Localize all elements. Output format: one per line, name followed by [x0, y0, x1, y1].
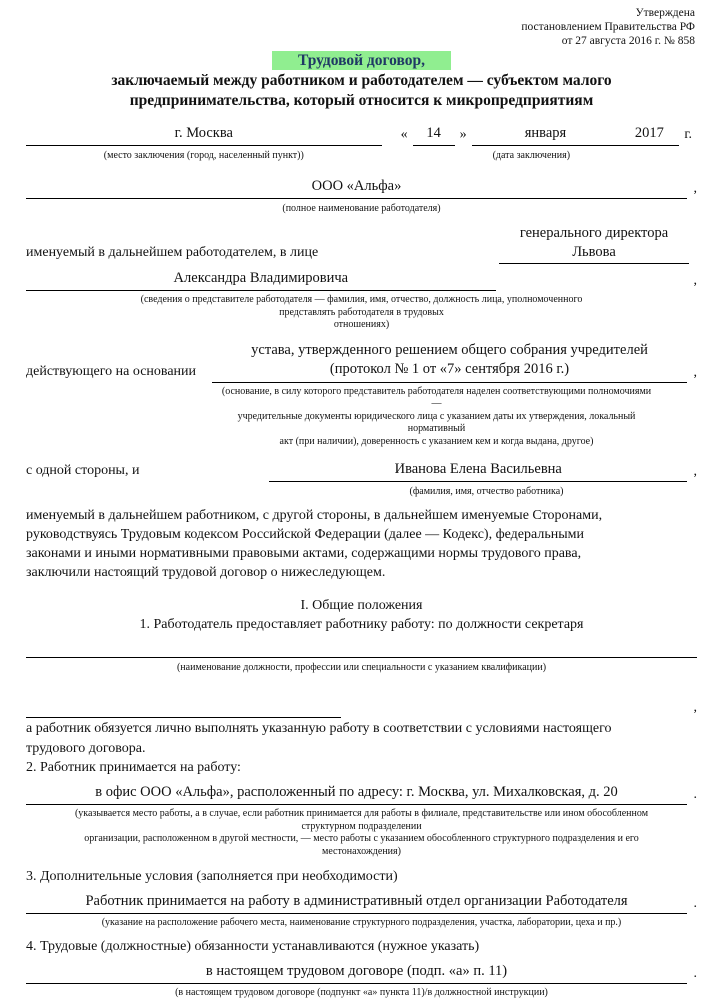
trailing-comma: , — [687, 697, 697, 718]
trailing-comma: , — [687, 178, 697, 199]
date-group — [396, 123, 697, 163]
title-block — [26, 51, 697, 110]
representative-position-field — [499, 224, 689, 264]
duties-caption: (в настоящем трудовом договоре (подпункт «а» пункта 11)/в должностной инструкции) — [26, 987, 697, 999]
open-quote: « — [396, 124, 413, 146]
employee-name-field: Иванова Елена Васильевна — [269, 459, 687, 482]
representative-surname-line: Львова — [499, 243, 689, 262]
clause-1-text: 1. Работодатель предоставляет работнику работу: по должности секретаря — [26, 615, 697, 634]
date-day-field: 14 — [413, 123, 455, 146]
place-caption: (место заключения (город, населенный пункт)) — [26, 150, 382, 163]
clause-3-text: 3. Дополнительные условия (заполняется при необходимости) — [26, 867, 697, 886]
place-date-row — [26, 123, 697, 163]
blank-continuation-line — [26, 699, 341, 718]
duties-field: в настоящем трудовом договоре (подп. «а» п. 11) — [26, 961, 687, 984]
representative-name-field: Александра Владимировича — [26, 268, 496, 291]
trailing-period: . — [687, 784, 697, 805]
employee-caption: (фамилия, имя, отчество работника) — [26, 486, 697, 499]
basis-caption: (основание, в силу которого представитель работодателя наделен соответствующими полномочиями — учредительные документы юридического лица с указанием даты их утверждения, локальный нормативный акт (при наличии), доверенность с указанием кем и когда выдана, другое) — [26, 386, 697, 449]
year-suffix: г. — [679, 124, 697, 146]
place-field: г. Москва — [26, 123, 382, 146]
representative-row — [26, 224, 697, 264]
basis-value-line: (протокол № 1 от «7» сентября 2016 г.) — [212, 360, 687, 380]
contract-subtitle: заключаемый между работником и работодателем — субъектом малого предпринимательства, который относится к микропредприятиям — [102, 71, 622, 110]
representative-caption: (сведения о представителе работодателя — фамилия, имя, отчество, должность лица, уполномоченного представлять работодателя в трудовых отношениях) — [26, 294, 697, 332]
trailing-period: . — [687, 963, 697, 984]
trailing-comma: , — [687, 461, 697, 482]
employer-caption: (полное наименование работодателя) — [26, 203, 697, 216]
trailing-comma: , — [687, 362, 697, 383]
approval-line: постановлением Правительства РФ — [26, 20, 695, 34]
basis-label: действующего на основании — [26, 362, 196, 383]
date-month-field: января — [472, 123, 620, 146]
approval-stamp — [26, 6, 697, 48]
workplace-field: в офис ООО «Альфа», расположенный по адресу: г. Москва, ул. Михалковская, д. 20 — [26, 782, 687, 805]
trailing-period: . — [687, 893, 697, 914]
job-title-blank-line — [26, 634, 697, 658]
date-caption: (дата заключения) — [396, 150, 697, 163]
workplace-row — [26, 782, 697, 805]
employer-row — [26, 176, 697, 199]
clause-4-text: 4. Трудовые (должностные) обязанности устанавливаются (нужное указать) — [26, 937, 697, 956]
employee-row — [26, 459, 697, 482]
approval-line: Утверждена — [26, 6, 695, 20]
duties-row — [26, 961, 697, 984]
department-row — [26, 891, 697, 914]
clause-2-text: 2. Работник принимается на работу: — [26, 758, 697, 777]
party-one-label: с одной стороны, и — [26, 461, 139, 482]
job-title-caption: (наименование должности, профессии или специальности с указанием квалификации) — [26, 662, 697, 675]
basis-field — [212, 341, 687, 383]
representative-name-row — [26, 268, 697, 291]
date-year-field: 2017 — [619, 123, 679, 146]
representative-position-line: генерального директора — [499, 224, 689, 243]
approval-line: от 27 августа 2016 г. № 858 — [26, 34, 695, 48]
representative-intro-label: именуемый в дальнейшем работодателем, в лице — [26, 243, 318, 264]
place-column — [26, 123, 382, 163]
basis-row — [26, 341, 697, 383]
close-quote: » — [455, 124, 472, 146]
section-1-heading: I. Общие положения — [26, 596, 697, 615]
workplace-caption: (указывается место работы, а в случае, если работник принимается для работы в филиале, представительстве или ином обособленном структурном подразделении организации, расположенном в другой местности, — место работы с указанием обособленного структурного подразделения и его местонахождения) — [26, 808, 697, 858]
contract-title-highlight: Трудовой договор, — [272, 51, 451, 70]
preamble-paragraph: именуемый в дальнейшем работником, с другой стороны, в дальнейшем именуемые Сторонами, руководствуясь Трудовым кодексом Российской Федерации (далее — Кодекс), федеральными законами и иными нормативными правовыми актами, содержащими нормы трудового права, заключили настоящий трудовой договор о нижеследующем. — [26, 506, 630, 582]
trailing-comma: , — [687, 270, 697, 291]
clause-1-continuation: а работник обязуется лично выполнять указанную работу в соответствии с условиями настоящего трудового договора. — [26, 719, 630, 758]
blank-continuation-row — [26, 697, 697, 718]
basis-value-line: устава, утвержденного решением общего собрания учредителей — [212, 341, 687, 361]
employer-field: ООО «Альфа» — [26, 176, 687, 199]
department-caption: (указание на расположение рабочего места, наименование структурного подразделения, участка, лаборатории, цеха и пр.) — [26, 917, 697, 930]
department-field: Работник принимается на работу в административный отдел организации Работодателя — [26, 891, 687, 914]
